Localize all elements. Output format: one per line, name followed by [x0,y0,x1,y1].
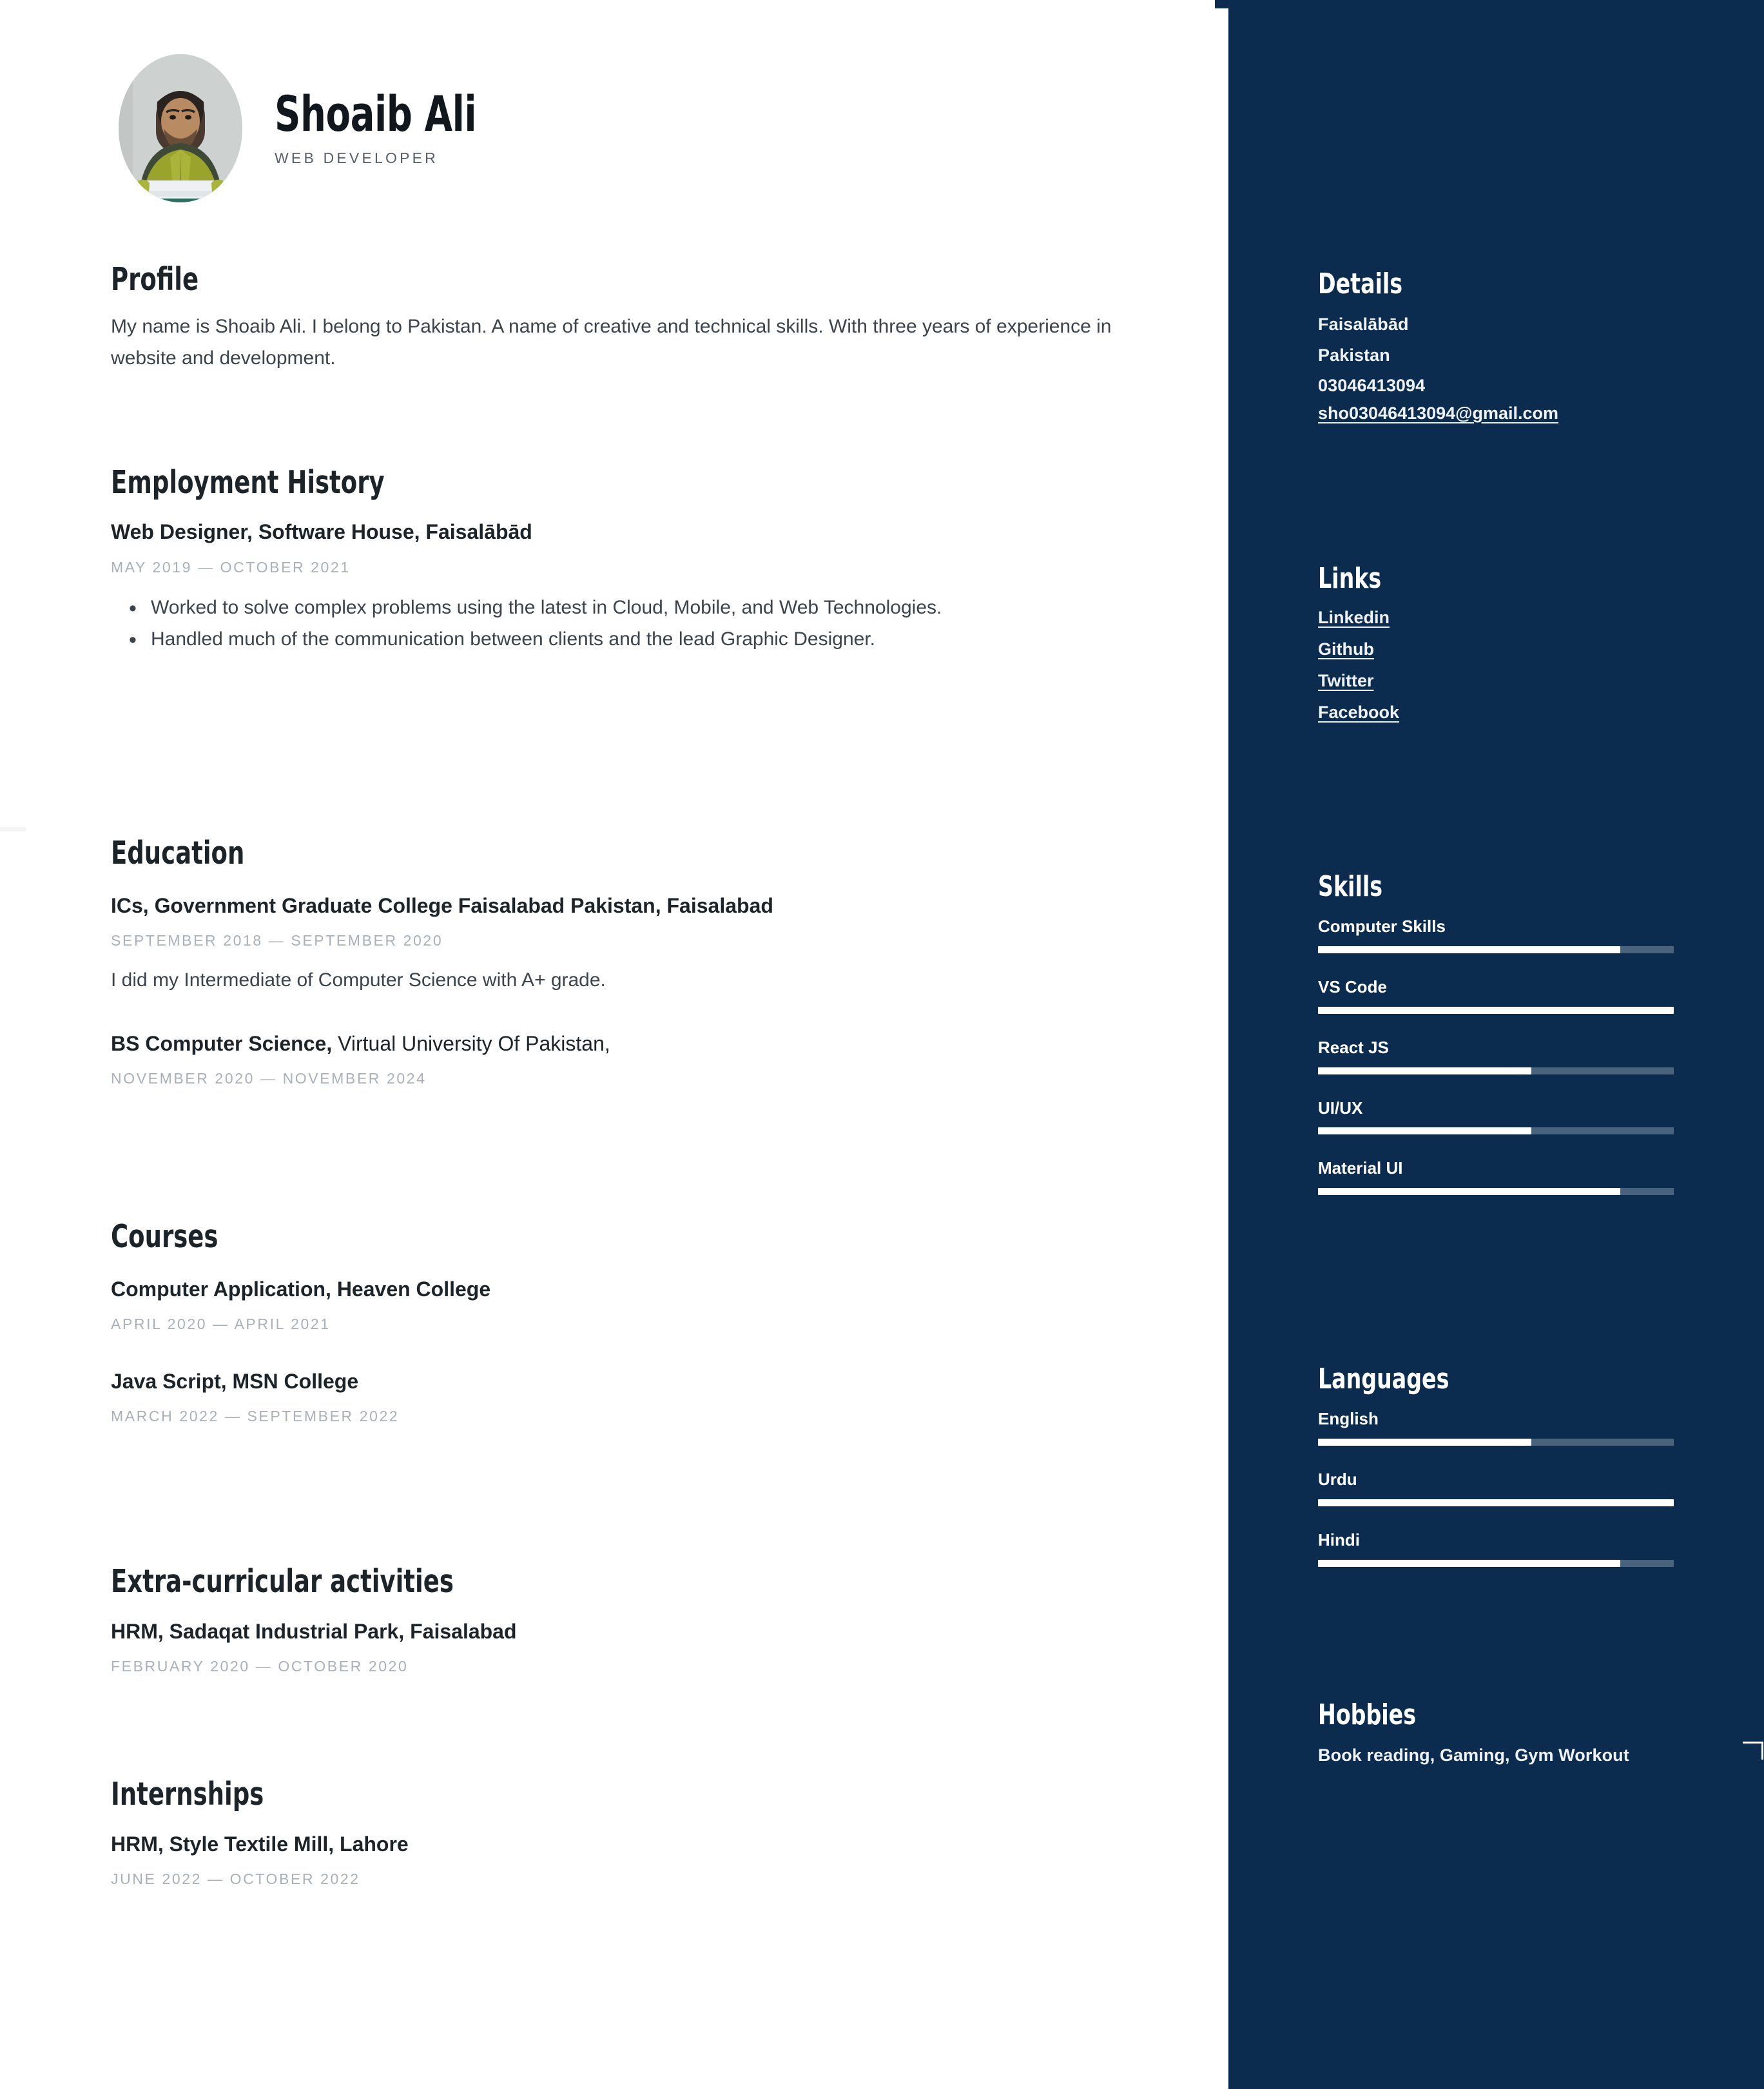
link-github[interactable]: Github [1318,639,1374,659]
section-profile [111,263,1149,374]
skill-bar-fill [1318,1127,1531,1134]
language-bar-track [1318,1560,1674,1567]
employment-entry-date: MAY 2019 — OCTOBER 2021 [111,559,351,576]
language-bar-fill [1318,1439,1531,1446]
employment-entry-title: Web Designer, Software House, Faisalābād [111,520,532,544]
skill-bar-track [1318,946,1674,953]
sidebar-section-hobbies [1318,1700,1679,1768]
section-extracurricular [111,1565,1149,1675]
education-entry [111,1031,1149,1087]
section-courses [111,1220,1149,1425]
skills-heading: Skills [1318,870,1383,903]
name-block [275,85,521,167]
section-employment [111,466,1149,656]
skill-label: React JS [1318,1037,1389,1057]
skill-item [1318,1037,1679,1074]
skill-item [1318,976,1679,1014]
resume-header [119,54,521,202]
list-item: • Worked to solve complex problems using the latest in Cloud, Mobile, and Web Technologies. [151,592,1116,624]
detail-city: Faisalābād [1318,315,1409,335]
skill-label: UI/UX [1318,1098,1363,1118]
language-bar-fill [1318,1560,1620,1567]
language-bar-fill [1318,1499,1674,1506]
link-facebook[interactable]: Facebook [1318,703,1400,723]
detail-country: Pakistan [1318,345,1390,365]
skill-bar-track [1318,1067,1674,1074]
education-heading: Education [111,835,245,871]
language-label: Hindi [1318,1530,1360,1550]
sidebar-section-skills [1318,872,1679,1195]
hobbies-text: Book reading, Gaming, Gym Workout [1318,1745,1629,1765]
language-bar-track [1318,1439,1674,1446]
skill-bar-track [1318,1188,1674,1195]
language-bar-track [1318,1499,1674,1506]
employment-bullets [111,592,1116,656]
skill-bar-fill [1318,1188,1620,1195]
languages-heading: Languages [1318,1363,1449,1395]
internship-entry-date: JUNE 2022 — OCTOBER 2022 [111,1870,360,1888]
internships-heading: Internships [111,1776,264,1812]
sidebar-section-links [1318,564,1679,723]
education-entry-title-thin: Virtual University Of Pakistan, [338,1031,610,1055]
extracurricular-entry [111,1618,1149,1675]
detail-email-link[interactable]: sho03046413094@gmail.com [1318,403,1559,423]
skill-label: Computer Skills [1318,917,1446,937]
language-label: Urdu [1318,1469,1357,1489]
education-entry-date: SEPTEMBER 2018 — SEPTEMBER 2020 [111,932,443,949]
skill-label: VS Code [1318,976,1387,996]
extracurricular-heading: Extra-curricular activities [111,1563,454,1600]
hobbies-heading: Hobbies [1318,1698,1417,1731]
list-item: • Handled much of the communication between clients and the lead Graphic Designer. [151,624,1116,656]
skill-bar-fill [1318,1007,1674,1014]
sidebar-section-details [1318,269,1679,423]
section-education [111,837,1149,1087]
course-entry-date: MARCH 2022 — SEPTEMBER 2022 [111,1407,400,1424]
education-entry-title: ICs, Government Graduate College Faisalabad Pakistan, Faisalabad [111,894,773,918]
course-entry-date: APRIL 2020 — APRIL 2021 [111,1316,331,1333]
course-entry [111,1368,1149,1425]
employment-heading: Employment History [111,464,385,501]
education-entry-date: NOVEMBER 2020 — NOVEMBER 2024 [111,1069,427,1087]
link-linkedin[interactable]: Linkedin [1318,608,1390,628]
section-internships [111,1778,1149,1888]
education-entry [111,893,1149,996]
courses-heading: Courses [111,1218,218,1255]
extracurricular-entry-title: HRM, Sadaqat Industrial Park, Faisalabad [111,1620,517,1644]
sidebar-section-languages [1318,1365,1679,1567]
detail-phone: 03046413094 [1318,375,1426,395]
internship-entry [111,1831,1149,1888]
extracurricular-entry-date: FEBRUARY 2020 — OCTOBER 2020 [111,1658,409,1675]
course-entry [111,1276,1149,1333]
details-heading: Details [1318,267,1403,300]
skill-item [1318,1158,1679,1195]
education-entry-title-bold: BS Computer Science, [111,1031,338,1055]
skill-bar-fill [1318,1067,1531,1074]
skill-label: Material UI [1318,1158,1403,1178]
avatar [119,54,242,202]
language-item [1318,1530,1679,1567]
link-twitter[interactable]: Twitter [1318,671,1374,691]
employment-entry [111,519,1149,655]
page-title: Shoaib Ali [275,85,477,142]
job-title: WEB DEVELOPER [275,150,438,166]
education-entry-description: I did my Intermediate of Computer Science with A+ grade. [111,969,606,991]
skill-bar-fill [1318,946,1620,953]
crop-mark-right [1743,1742,1763,1760]
skill-item [1318,1098,1679,1135]
language-item [1318,1408,1679,1446]
profile-text: My name is Shoaib Ali. I belong to Pakistan. A name of creative and technical skills. With three years of experience in website and development. [111,316,1112,369]
sidebar-notch [1215,0,1229,8]
education-entry-title [111,1031,1149,1058]
profile-heading: Profile [111,261,199,298]
language-label: English [1318,1409,1379,1429]
links-heading: Links [1318,562,1382,595]
skill-bar-track [1318,1127,1674,1134]
skill-bar-track [1318,1007,1674,1014]
internship-entry-title: HRM, Style Textile Mill, Lahore [111,1832,409,1856]
skill-item [1318,916,1679,953]
language-item [1318,1469,1679,1506]
course-entry-title: Computer Application, Heaven College [111,1278,491,1301]
course-entry-title: Java Script, MSN College [111,1370,359,1394]
